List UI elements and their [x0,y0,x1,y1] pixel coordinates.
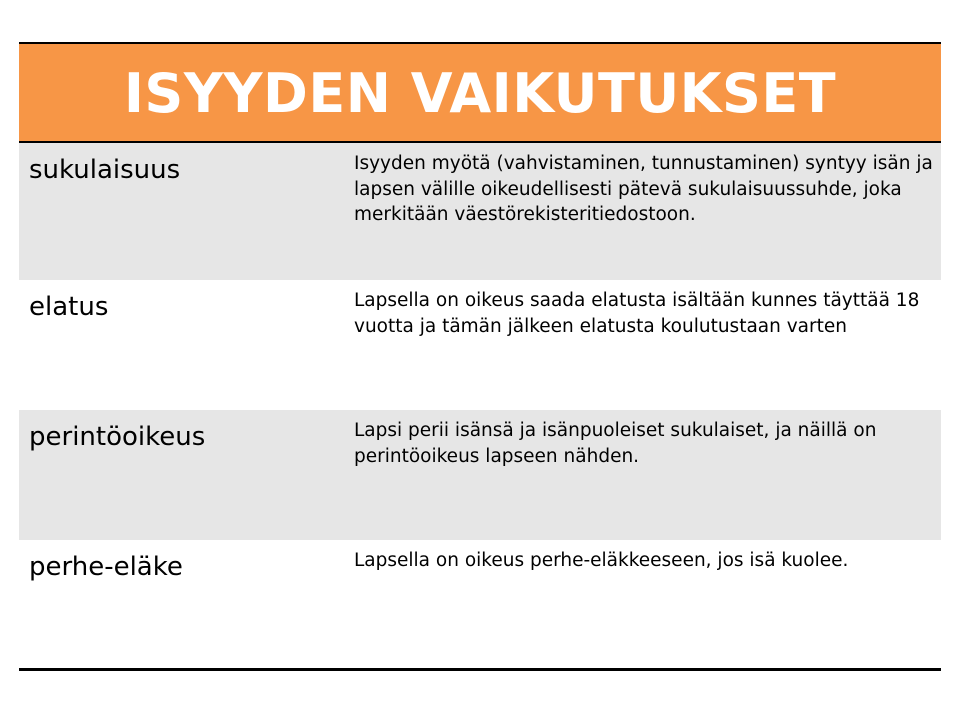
row-term: perintöoikeus [29,422,206,452]
table-row-elatus [19,280,941,410]
row-term: elatus [29,292,109,322]
row-description: Lapsella on oikeus saada elatusta isältään kunnes täyttää 18 vuotta ja tämän jälkeen elatusta koulutustaan varten [354,290,920,337]
table-row-perintooikeus [19,410,941,540]
row-term: sukulaisuus [29,155,181,185]
table-row-perhe-elake [19,540,941,668]
row-term: perhe-eläke [29,552,183,582]
table-row-sukulaisuus [19,143,941,280]
table-bottom-rule [19,668,941,671]
page-title: ISYYDEN VAIKUTUKSET [123,62,837,125]
row-description: Lapsella on oikeus perhe-eläkkeeseen, jos isä kuolee. [354,550,849,571]
row-description: Lapsi perii isänsä ja isänpuoleiset sukulaiset, ja näillä on perintöoikeus lapseen nähden. [354,420,877,467]
row-description: Isyyden myötä (vahvistaminen, tunnustaminen) syntyy isän ja lapsen välille oikeudellisesti pätevä sukulaisuussuhde, joka merkitään väestörekisteritiedostoon. [354,153,933,225]
table-header [19,44,941,143]
